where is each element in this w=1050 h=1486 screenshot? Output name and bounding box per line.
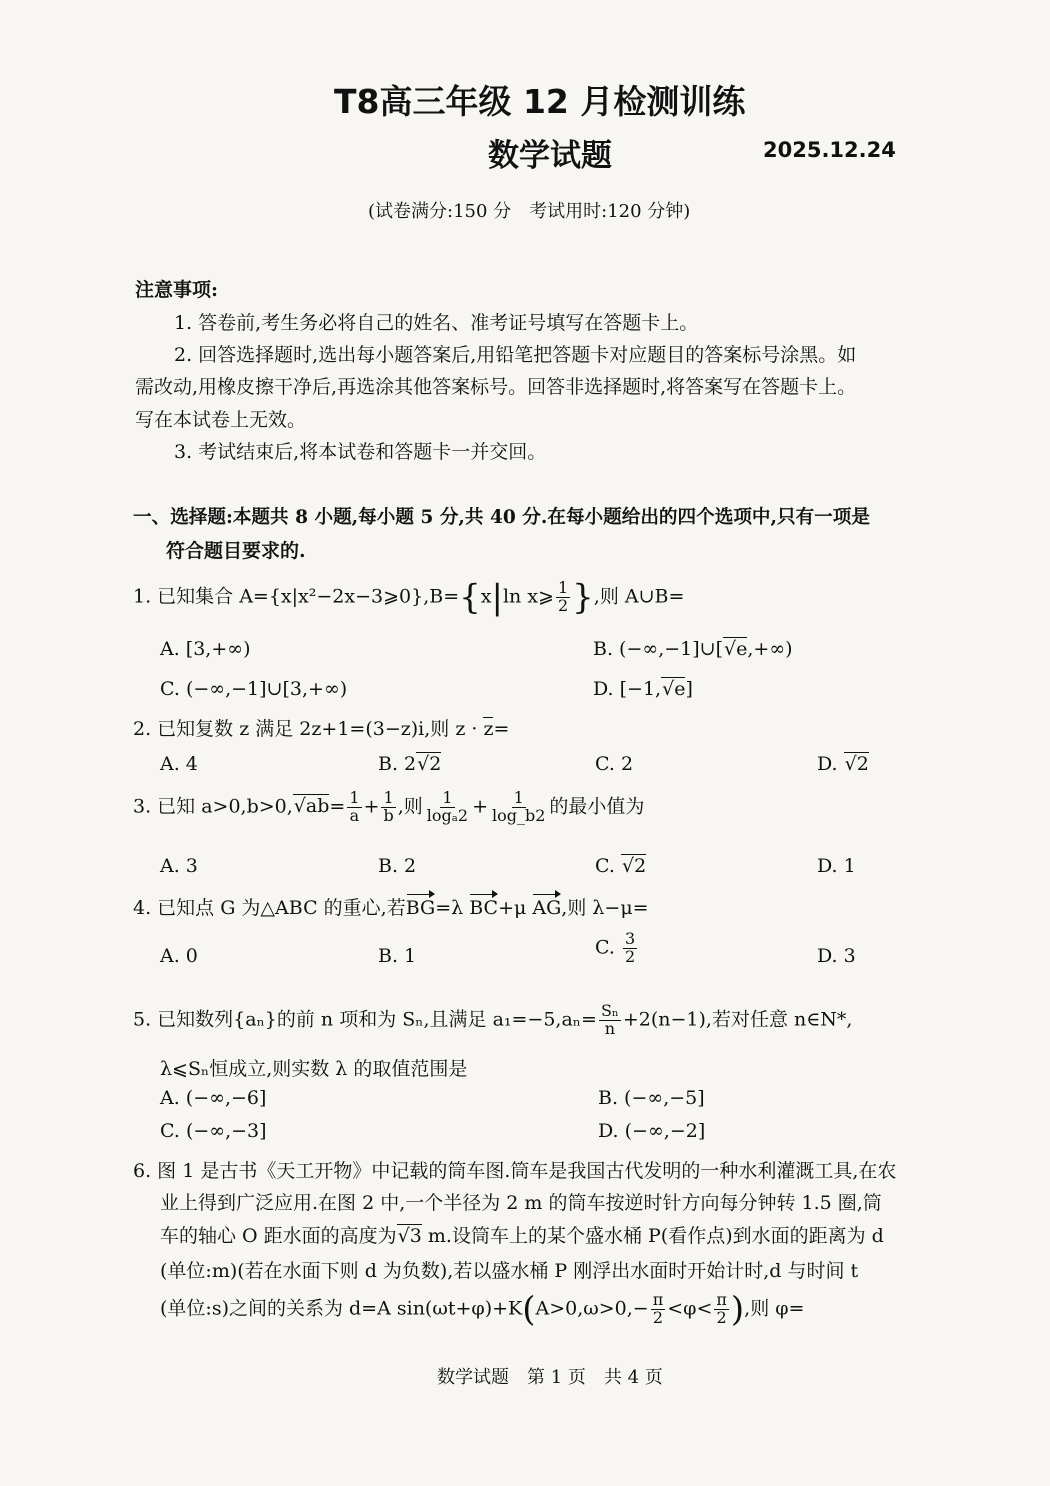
- question-5-stem-cont: λ⩽Sₙ恒成立,则实数 λ 的取值范围是: [160, 1058, 468, 1080]
- question-2-option-c[interactable]: C. 2: [595, 753, 634, 775]
- question-4-stem: 4. 已知点 G 为△ABC 的重心,若BG=λ BC+μ AG,则 λ−μ=: [133, 897, 649, 919]
- question-1-option-a[interactable]: A. [3,+∞): [160, 638, 251, 660]
- question-2-option-d[interactable]: D. √2: [817, 753, 869, 775]
- question-4-option-d[interactable]: D. 3: [817, 945, 856, 967]
- question-3-option-b[interactable]: B. 2: [378, 855, 417, 877]
- notice-item-2: 2. 回答选择题时,选出每小题答案后,用铅笔把答题卡对应题目的答案标号涂黑。如: [174, 344, 857, 366]
- question-4-option-b[interactable]: B. 1: [378, 945, 417, 967]
- question-1-option-d[interactable]: D. [−1,√e]: [593, 678, 693, 700]
- question-5-option-b[interactable]: B. (−∞,−5]: [598, 1087, 705, 1109]
- question-3-option-d[interactable]: D. 1: [817, 855, 856, 877]
- question-2-option-a[interactable]: A. 4: [160, 753, 198, 775]
- page-footer: 数学试题 第 1 页 共 4 页: [437, 1367, 663, 1388]
- question-1-option-c[interactable]: C. (−∞,−1]∪[3,+∞): [160, 678, 348, 700]
- notice-item-2-cont2: 写在本试卷上无效。: [135, 409, 307, 431]
- exam-title: T8高三年级 12 月检测训练: [334, 82, 746, 121]
- exam-date: 2025.12.24: [763, 138, 896, 162]
- question-5-option-d[interactable]: D. (−∞,−2]: [598, 1120, 706, 1142]
- question-4-option-a[interactable]: A. 0: [160, 945, 198, 967]
- question-6-line-3: 车的轴心 O 距水面的高度为√3 m.设筒车上的某个盛水桶 P(看作点)到水面的距离为 d: [160, 1225, 884, 1247]
- question-3-option-a[interactable]: A. 3: [160, 855, 198, 877]
- question-3-stem: 3. 已知 a>0,b>0,√ab= $\frac{1}{a}$ + $\frac{1}{b}$ ,则 $\frac{1}{\text{logₐ2}}$ + $\frac{1}{\log\_b2}$ 的最小值为: [133, 788, 645, 825]
- question-3-option-c[interactable]: C. √2: [595, 855, 647, 877]
- exam-subtitle: 数学试题: [488, 138, 612, 174]
- question-2-stem: 2. 已知复数 z 满足 2z+1=(3−z)i,则 z · z=: [133, 718, 510, 740]
- question-6-line-4: (单位:m)(若在水面下则 d 为负数),若以盛水桶 P 刚浮出水面时开始计时,d 与时间 t: [160, 1260, 859, 1282]
- question-5-option-c[interactable]: C. (−∞,−3]: [160, 1120, 267, 1142]
- question-5-stem: 5. 已知数列{aₙ}的前 n 项和为 Sₙ,且满足 a₁=−5,aₙ= $\frac{\text{Sₙ}}{n}$ +2(n−1),若对任意 n∈N*,: [133, 1001, 853, 1038]
- section-heading-cont: 符合题目要求的.: [166, 540, 306, 562]
- question-6-line-5: (单位:s)之间的关系为 d=A sin(ωt+φ)+K(A>0,ω>0,− $\frac{\pi}{2}$ <φ< $\frac{\pi}{2}$ ),则 φ=: [160, 1289, 805, 1330]
- question-5-option-a[interactable]: A. (−∞,−6]: [160, 1087, 267, 1109]
- question-6-line-2: 业上得到广泛应用.在图 2 中,一个半径为 2 m 的筒车按逆时针方向每分钟转 1.5 圈,筒: [160, 1192, 882, 1214]
- question-1-option-b[interactable]: B. (−∞,−1]∪[√e,+∞): [593, 638, 793, 660]
- question-1-stem: 1. 已知集合 A={x|x²−2x−3⩾0},B={x|ln x⩾ $\frac{1}{2}$ },则 A∪B=: [133, 577, 685, 618]
- notice-item-2-cont: 需改动,用橡皮擦干净后,再选涂其他答案标号。回答非选择题时,将答案写在答题卡上。: [135, 376, 857, 398]
- question-2-option-b[interactable]: B. 2√2: [378, 753, 442, 775]
- exam-info: (试卷满分:150 分 考试用时:120 分钟): [368, 201, 691, 222]
- question-4-option-c[interactable]: C. $\frac{3}{2}$: [595, 929, 636, 966]
- section-heading: 一、选择题:本题共 8 小题,每小题 5 分,共 40 分.在每小题给出的四个选项中,只有一项是: [133, 507, 870, 528]
- notice-heading: 注意事项:: [135, 279, 219, 301]
- question-6-line-1: 6. 图 1 是古书《天工开物》中记载的筒车图.筒车是我国古代发明的一种水利灌溉工具,在农: [133, 1160, 897, 1182]
- notice-item-3: 3. 考试结束后,将本试卷和答题卡一并交回。: [174, 441, 547, 463]
- notice-item-1: 1. 答卷前,考生务必将自己的姓名、准考证号填写在答题卡上。: [174, 312, 699, 334]
